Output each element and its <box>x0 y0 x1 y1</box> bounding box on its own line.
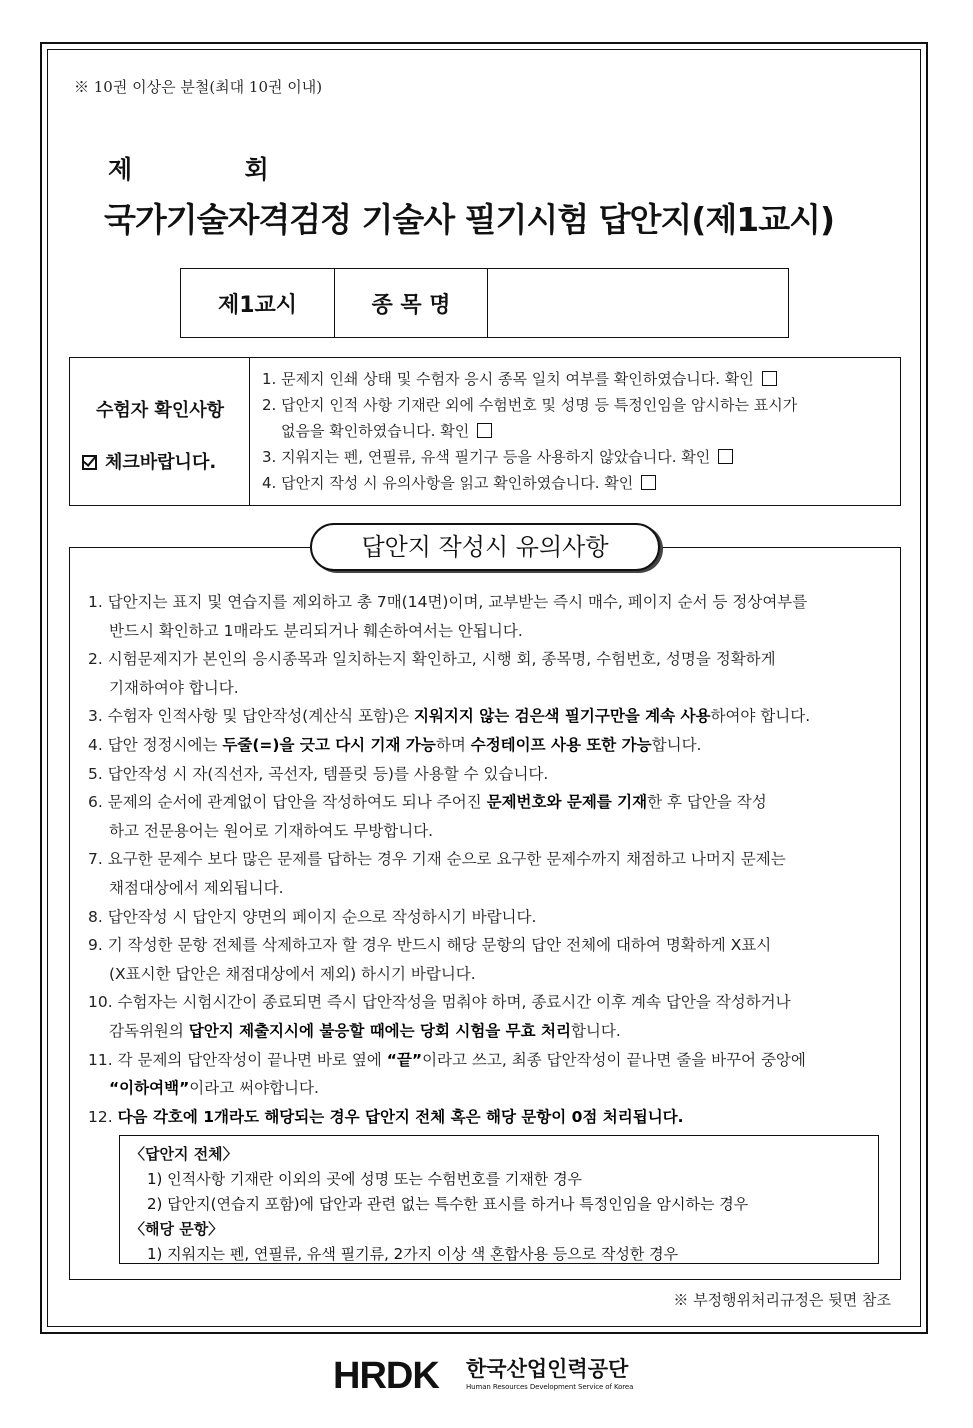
note-1-cont: 반드시 확인하고 1매라도 분리되거나 훼손하여서는 안됩니다. <box>109 621 523 640</box>
notes-list <box>88 588 888 1131</box>
note-6: 6. 문제의 순서에 관계없이 답안을 작성하여도 되나 주어진 문제번호와 문제를 기재한 후 답안을 작성 <box>88 793 767 812</box>
binding-note: ※ 10권 이상은 분철(최대 10권 이내) <box>74 78 323 96</box>
penalty-heading-all: 〈답안지 전체〉 <box>130 1145 238 1163</box>
penalty-item: 2) 답안지(연습지 포함)에 답안과 관련 없는 특수한 표시를 하거나 특정인임을 암시하는 경우 <box>147 1195 749 1213</box>
subject-label-cell: 종 목 명 <box>335 269 488 338</box>
confirm-header <box>70 358 250 505</box>
confirm-checkbox-3[interactable] <box>718 449 733 464</box>
period-cell: 제1교시 <box>181 269 335 338</box>
confirm-item-4: 4. 답안지 작성 시 유의사항을 읽고 확인하였습니다. 확인 <box>262 470 892 496</box>
round-je: 제 <box>108 155 133 184</box>
period-table <box>180 268 789 338</box>
confirm-item-3: 3. 지워지는 펜, 연필류, 유색 필기구 등을 사용하지 않았습니다. 확인 <box>262 444 892 470</box>
confirm-checkbox-2[interactable] <box>477 423 492 438</box>
penalty-heading-item: 〈해당 문항〉 <box>130 1220 224 1238</box>
note-4: 4. 답안 정정시에는 두줄(=)을 긋고 다시 기재 가능하며 수정테이프 사용 또한 가능합니다. <box>88 735 702 754</box>
logo-mark: HRDK <box>333 1355 439 1397</box>
note-9: 9. 기 작성한 문항 전체를 삭제하고자 할 경우 반드시 해당 문항의 답안 전체에 대하여 명확하게 X표시 <box>88 936 772 955</box>
round-hoe: 회 <box>244 155 269 184</box>
misconduct-note: ※ 부정행위처리규정은 뒷면 참조 <box>673 1291 891 1309</box>
note-5: 5. 답안작성 시 자(직선자, 곡선자, 템플릿 등)를 사용할 수 있습니다. <box>88 764 549 783</box>
confirm-section <box>69 357 901 506</box>
confirm-checkbox-1[interactable] <box>762 371 777 386</box>
confirm-item-1: 1. 문제지 인쇄 상태 및 수험자 응시 종목 일치 여부를 확인하였습니다. 확인 <box>262 366 892 392</box>
subject-value-cell[interactable] <box>488 269 789 338</box>
note-7-cont: 채점대상에서 제외됩니다. <box>109 878 284 897</box>
note-1: 1. 답안지는 표지 및 연습지를 제외하고 총 7매(14면)이며, 교부받는 즉시 매수, 페이지 순서 등 정상여부를 <box>88 593 808 611</box>
logo-name-kr: 한국산업인력공단 <box>466 1357 629 1381</box>
page-title: 국가기술자격검정 기술사 필기시험 답안지(제1교시) <box>104 200 835 239</box>
note-2-cont: 기재하여야 합니다. <box>109 678 239 697</box>
logo-name-en: Human Resources Development Service of Korea <box>466 1383 634 1391</box>
confirm-checkbox-4[interactable] <box>641 475 656 490</box>
notes-title: 답안지 작성시 유의사항 <box>310 523 660 571</box>
note-12: 12. 다음 각호에 1개라도 해당되는 경우 답안지 전체 혹은 해당 문항이 0점 처리됩니다. <box>88 1107 684 1126</box>
check-instruction <box>82 448 216 474</box>
confirm-item-2: 2. 답안지 인적 사항 기재란 외에 수험번호 및 성명 등 특정인임을 암시하는 표시가 <box>262 396 798 414</box>
note-8: 8. 답안작성 시 답안지 양면의 페이지 순으로 작성하시기 바랍니다. <box>88 907 537 926</box>
note-11: 11. 각 문제의 답안작성이 끝나면 바로 옆에 “끝”이라고 쓰고, 최종 답안작성이 끝나면 줄을 바꾸어 중앙에 <box>88 1050 806 1069</box>
penalty-item: 1) 지워지는 펜, 연필류, 유색 필기류, 2가지 이상 색 혼합사용 등으로 작성한 경우 <box>147 1245 679 1263</box>
note-6-cont: 하고 전문용어는 원어로 기재하여도 무방합니다. <box>109 821 434 840</box>
note-3: 3. 수험자 인적사항 및 답안작성(계산식 포함)은 지워지지 않는 검은색 필기구만을 계속 사용하여야 합니다. <box>88 707 811 726</box>
confirm-items <box>262 366 892 496</box>
note-10: 10. 수험자는 시험시간이 종료되면 즉시 답안작성을 멈춰야 하며, 종료시간 이후 계속 답안을 작성하거나 <box>88 993 791 1012</box>
note-7: 7. 요구한 문제수 보다 많은 문제를 답하는 경우 기재 순으로 요구한 문제수까지 채점하고 나머지 문제는 <box>88 850 786 869</box>
note-9-cont: (X표시한 답안은 채점대상에서 제외) 하시기 바랍니다. <box>109 964 476 983</box>
note-11-cont: “이하여백”이라고 써야합니다. <box>109 1079 319 1098</box>
confirm-item-2-cont: 없음을 확인하였습니다. 확인 <box>262 418 892 444</box>
round-label <box>108 150 269 186</box>
confirm-title: 수험자 확인사항 <box>96 400 224 421</box>
note-10-cont: 감독위원의 답안지 제출지시에 불응할 때에는 당회 시험을 무효 처리합니다. <box>109 1021 621 1040</box>
note-2: 2. 시험문제지가 본인의 응시종목과 일치하는지 확인하고, 시행 회, 종목명, 수험번호, 성명을 정확하게 <box>88 650 776 669</box>
check-label: 체크바랍니다. <box>105 452 217 473</box>
penalty-item: 1) 인적사항 기재란 이외의 곳에 성명 또는 수험번호를 기재한 경우 <box>147 1170 583 1188</box>
checked-box-icon <box>82 455 97 470</box>
penalty-box <box>119 1135 879 1264</box>
